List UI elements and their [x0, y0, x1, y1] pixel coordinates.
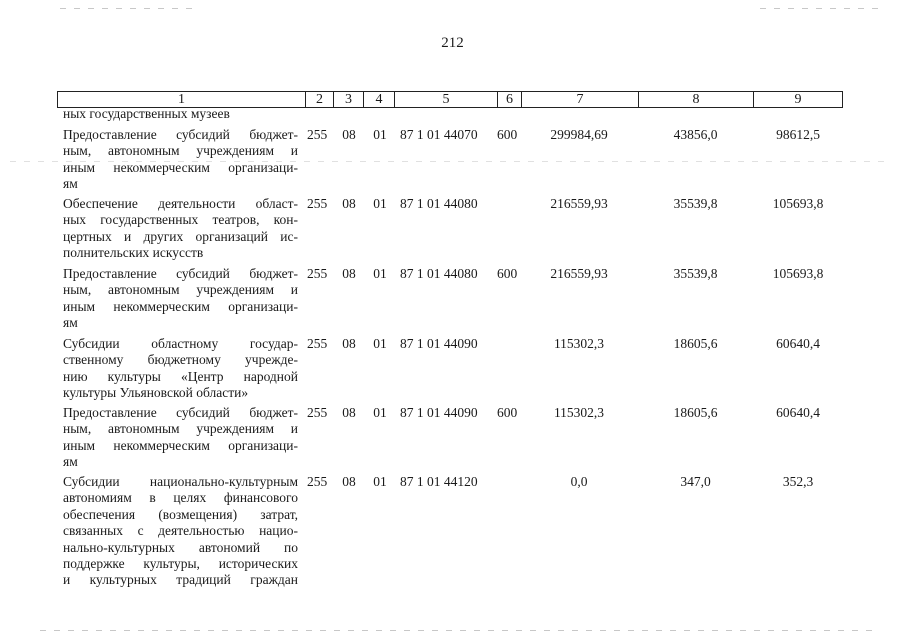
cell-expense-type: 600	[497, 266, 518, 281]
cell-section: 08	[342, 266, 356, 281]
cell-amount-col8: 35539,8	[673, 196, 718, 211]
description-line: ным, автономным учреждениям и	[63, 421, 298, 437]
cell-ministry-code: 255	[307, 196, 328, 211]
cell-amount-col8: 18605,6	[673, 336, 718, 351]
row-description	[63, 196, 298, 262]
cell-amount-col9: 60640,4	[776, 336, 820, 351]
cell-target-article: 87 1 01 44090	[400, 336, 478, 351]
description-line: полнительских искусств	[63, 245, 204, 261]
header-col-8: 8	[639, 92, 754, 107]
scan-artifact	[60, 8, 200, 9]
cell-target-article: 87 1 01 44120	[400, 474, 478, 489]
cell-amount-col7: 216559,93	[550, 196, 608, 211]
cell-amount-col7: 216559,93	[550, 266, 608, 281]
description-line: культуры Ульяновской области»	[63, 385, 249, 401]
cell-amount-col9: 352,3	[782, 474, 814, 489]
cell-amount-col8: 347,0	[680, 474, 711, 489]
cell-target-article: 87 1 01 44080	[400, 196, 478, 211]
cell-amount-col7: 115302,3	[553, 336, 605, 351]
header-col-3: 3	[334, 92, 364, 107]
cell-amount-col9: 98612,5	[776, 127, 820, 142]
description-line: нию культуры «Центр народной	[63, 368, 298, 384]
page-number: 212	[441, 35, 464, 51]
description-line: ных государственных театров, кон-	[63, 212, 298, 228]
row-description	[63, 474, 298, 589]
cell-section: 08	[342, 405, 356, 420]
description-line: иным некоммерческим организаци-	[63, 159, 298, 175]
cell-amount-col9: 105693,8	[772, 196, 824, 211]
description-line: ям	[63, 454, 78, 470]
header-col-9: 9	[794, 92, 802, 107]
scan-artifact	[760, 8, 880, 9]
description-line: обеспечения (возмещения) затрат,	[63, 506, 298, 522]
description-line: нально-культурных автономий по	[63, 539, 298, 555]
cell-section: 08	[342, 336, 356, 351]
description-line: Обеспечение деятельности област-	[63, 196, 298, 211]
cell-target-article: 87 1 01 44090	[400, 405, 478, 420]
cell-ministry-code: 255	[307, 336, 328, 351]
row-description	[63, 336, 298, 402]
cell-subsection: 01	[373, 336, 387, 351]
cell-section: 08	[342, 127, 356, 142]
description-line: связанных с деятельностью нацио-	[63, 523, 298, 539]
cell-section: 08	[342, 474, 356, 489]
cell-ministry-code: 255	[307, 474, 328, 489]
cell-amount-col7: 299984,69	[550, 127, 608, 142]
row-description	[63, 266, 298, 332]
cell-amount-col9: 60640,4	[776, 405, 820, 420]
cell-amount-col7: 115302,3	[553, 405, 605, 420]
header-col-7: 7	[522, 92, 639, 107]
cell-subsection: 01	[373, 196, 387, 211]
description-line: иным некоммерческим организаци-	[63, 437, 298, 453]
cell-target-article: 87 1 01 44080	[400, 266, 478, 281]
description-line: Субсидии национально-культурным	[63, 474, 298, 489]
cell-amount-col7: 0,0	[570, 474, 588, 489]
description-line: ным, автономным учреждениям и	[63, 143, 298, 159]
cell-subsection: 01	[373, 405, 387, 420]
header-col-6: 6	[498, 92, 522, 107]
cell-section: 08	[342, 196, 356, 211]
cell-ministry-code: 255	[307, 405, 328, 420]
description-line: Предоставление субсидий бюджет-	[63, 266, 298, 281]
row-description	[63, 405, 298, 471]
header-col-5: 5	[395, 92, 498, 107]
scan-artifact	[40, 630, 880, 631]
cell-amount-col8: 43856,0	[673, 127, 718, 142]
description-line: и культурных традиций граждан	[63, 572, 298, 588]
description-line: иным некоммерческим организаци-	[63, 298, 298, 314]
description-line: цертных и других организаций ис-	[63, 228, 298, 244]
cell-amount-col8: 35539,8	[673, 266, 718, 281]
description-line: Предоставление субсидий бюджет-	[63, 405, 298, 420]
description-line: ям	[63, 315, 78, 331]
cell-amount-col9: 105693,8	[772, 266, 824, 281]
header-col-1: 1	[58, 92, 306, 107]
description-line: автономиям в целях финансового	[63, 490, 298, 506]
cell-expense-type: 600	[497, 127, 518, 142]
cell-amount-col8: 18605,6	[673, 405, 718, 420]
description-line: ным, автономным учреждениям и	[63, 282, 298, 298]
header-col-2: 2	[306, 92, 334, 107]
row-description	[63, 127, 298, 193]
header-col-4: 4	[364, 92, 395, 107]
description-line: поддержке культуры, исторических	[63, 555, 298, 571]
description-line: Предоставление субсидий бюджет-	[63, 127, 298, 142]
cell-ministry-code: 255	[307, 127, 328, 142]
cell-expense-type: 600	[497, 405, 518, 420]
description-line: ственному бюджетному учрежде-	[63, 352, 298, 368]
scan-artifact	[10, 161, 890, 162]
cell-subsection: 01	[373, 127, 387, 142]
cell-ministry-code: 255	[307, 266, 328, 281]
continuation-text: ных государственных музеев	[63, 106, 230, 121]
cell-target-article: 87 1 01 44070	[400, 127, 478, 142]
cell-subsection: 01	[373, 266, 387, 281]
description-line: Субсидии областному государ-	[63, 336, 298, 351]
cell-subsection: 01	[373, 474, 387, 489]
description-line: ям	[63, 176, 78, 192]
